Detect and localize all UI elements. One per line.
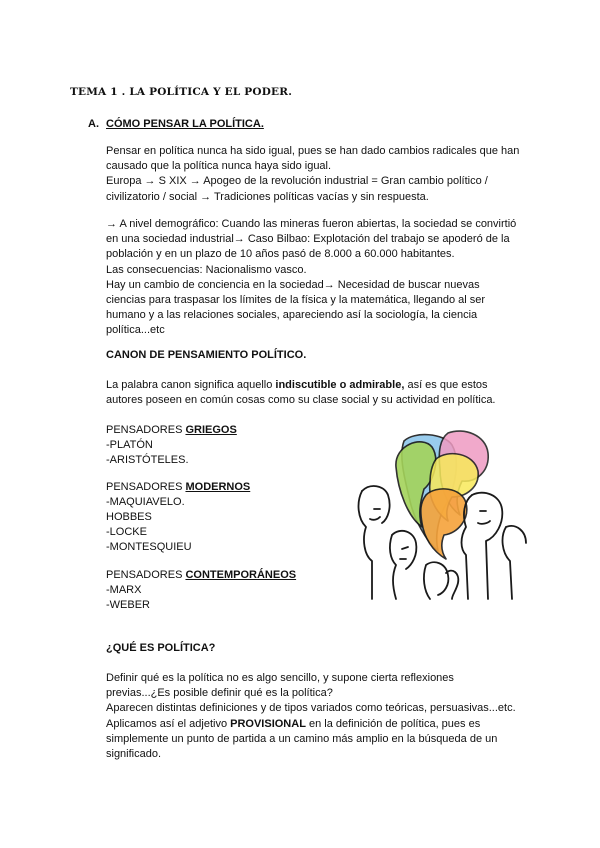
bold-term: indiscutible o admirable, [275, 379, 405, 391]
text-line: Definir qué es la política no es algo sencillo, y supone cierta reflexiones [106, 672, 454, 684]
bold-term: PROVISIONAL [230, 717, 306, 730]
text-line: ciencias para traspasar los límites de la física y la matemática, llegando al ser [106, 294, 486, 307]
paragraph-2 [106, 217, 516, 339]
group-greek [106, 423, 237, 468]
list-item: -MAQUIAVELO. [106, 496, 185, 508]
text-line: La palabra canon significa aquello indiscutible o admirable, así es que estos [106, 379, 488, 391]
list-item: -WEBER [106, 599, 150, 611]
list-item: -ARISTÓTELES. [106, 454, 189, 466]
text-line: autores poseen en común cosas como su clase social y su actividad en política. [106, 394, 496, 407]
canon-paragraph [106, 378, 496, 408]
text-line: Hay un cambio de conciencia en la sociedad→ Necesidad de buscar nuevas [106, 278, 480, 291]
que-paragraph [106, 671, 516, 762]
que-heading: ¿QUÉ ES POLÍTICA? [106, 642, 216, 654]
text-line: Las consecuencias: Nacionalismo vasco. [106, 263, 307, 276]
paragraph-1 [106, 144, 519, 205]
section-a-title: CÓMO PENSAR LA POLÍTICA. [106, 118, 264, 130]
group-modern [106, 480, 250, 555]
group-heading: PENSADORES MODERNOS [106, 481, 251, 493]
group-heading: PENSADORES GRIEGOS [106, 424, 237, 436]
section-a-letter: A. [88, 118, 99, 130]
group-heading: PENSADORES CONTEMPORÁNEOS [106, 569, 297, 581]
text-line: simplemente un punto de partida a un camino más amplio en la búsqueda de un [106, 732, 498, 745]
text-line: civilizatorio / social → Tradiciones políticas vacías y sin respuesta. [106, 190, 429, 203]
text-line: Europa → S XIX → Apogeo de la revolución industrial = Gran cambio político / [106, 175, 488, 188]
list-item: -LOCKE [106, 526, 147, 538]
thinkers-illustration [352, 423, 528, 615]
text-line: humano y a las relaciones sociales, apareciendo así la sociología, la ciencia [106, 309, 478, 322]
canon-heading: CANON DE PENSAMIENTO POLÍTICO. [106, 349, 307, 361]
text-line: significado. [106, 748, 162, 761]
list-item: -MONTESQUIEU [106, 541, 192, 553]
list-item: -PLATÓN [106, 439, 153, 451]
text-line: Aparecen distintas definiciones y de tipos variados como teóricas, persuasivas...etc. [106, 702, 516, 715]
list-item: HOBBES [106, 511, 152, 523]
page-title: TEMA 1 . LA POLÍTICA Y EL PODER. [70, 86, 293, 98]
text-line: política...etc [106, 324, 165, 337]
text-line: Pensar en política nunca ha sido igual, pues se han dado cambios radicales que han [106, 145, 520, 157]
text-line: → A nivel demográfico: Cuando las mineras fueron abiertas, la sociedad se convirtió [106, 218, 517, 230]
text-line: causado que la política nunca haya sido igual. [106, 160, 332, 173]
list-item: -MARX [106, 584, 142, 596]
text-line: en una sociedad industrial→ Caso Bilbao: Explotación del trabajo se apoderó de la [106, 233, 510, 246]
text-line: Aplicamos así el adjetivo PROVISIONAL en la definición de política, pues es [106, 717, 481, 730]
group-contemporary [106, 568, 296, 613]
text-line: previas...¿Es posible definir qué es la política? [106, 687, 333, 700]
text-line: población y en un plazo de 10 años pasó de 8.000 a 60.000 habitantes. [106, 248, 455, 261]
section-a-heading [88, 118, 264, 130]
